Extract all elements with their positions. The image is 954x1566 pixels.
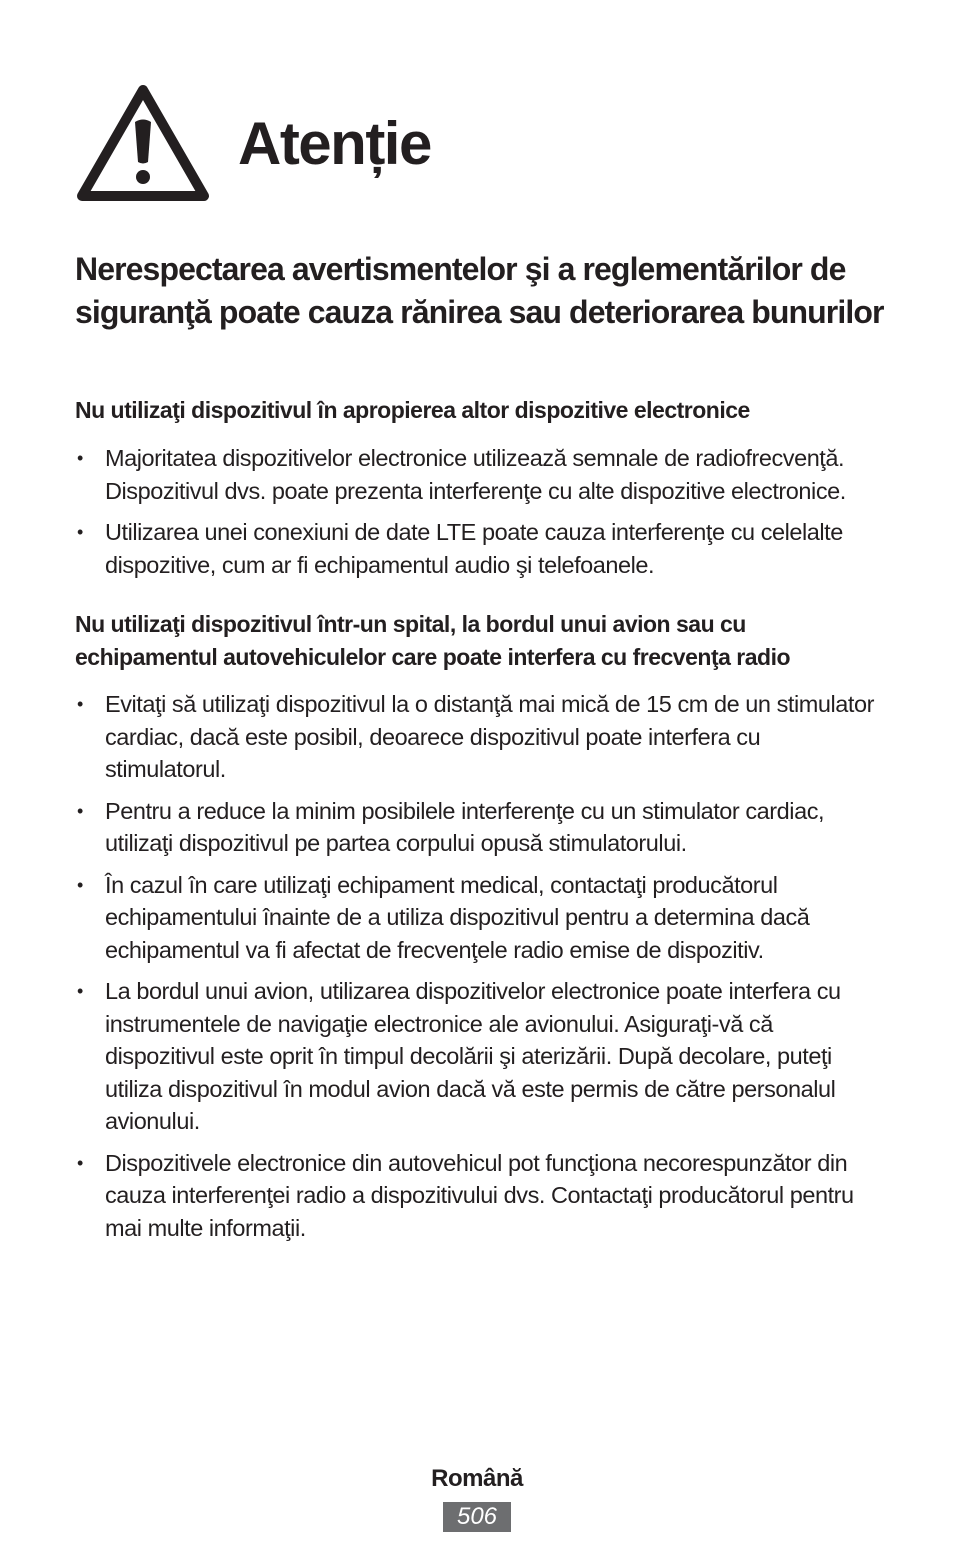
bullet-icon: • <box>77 981 83 1001</box>
main-heading: Nerespectarea avertismentelor şi a reglementărilor de siguranţă poate cauza rănirea sau deteriorarea bunurilor <box>75 251 884 330</box>
list-item-text: Dispozitivele electronice din autovehicul pot funcţiona necorespunzător din cauza interferenţei radio a dispozitivului dvs. Contactaţi producătorul pentru mai multe informaţii. <box>105 1149 854 1241</box>
section-heading: Nu utilizaţi dispozitivul într-un spital, la bordul unui avion sau cu echipamentul autovehiculelor care poate interfera cu frecvenţa radio <box>75 611 791 670</box>
page-title: Atenție <box>238 110 431 177</box>
list-item-text: În cazul în care utilizaţi echipament medical, contactaţi producătorul echipamentului înainte de a utiliza dispozitivul pentru a determina dacă echipamentul va fi afectat de frecvenţele radio emise de dispozitiv. <box>105 871 810 963</box>
list-item-text: Pentru a reduce la minim posibilele interferenţe cu un stimulator cardiac, utilizaţi dispozitivul pe partea corpului opusă stimulatorului. <box>105 797 825 856</box>
list-item-text: La bordul unui avion, utilizarea dispozitivelor electronice poate interfera cu instrumentele de navigaţie electronice ale avionului. Asiguraţi-vă că dispozitivul este oprit în timpul decolării şi aterizării. După decolare, puteţi utiliza dispozitivul în modul avion dacă vă este permis de către personalul avionului. <box>105 978 841 1134</box>
section-heading: Nu utilizaţi dispozitivul în apropierea altor dispozitive electronice <box>75 397 750 423</box>
bullet-icon: • <box>77 800 83 821</box>
page-footer <box>0 1462 954 1532</box>
bullet-icon: • <box>77 1152 83 1173</box>
warning-triangle-icon <box>74 80 212 204</box>
list-item-text: Evitaţi să utilizaţi dispozitivul la o distanţă mai mică de 15 cm de un stimulator cardiac, dacă este posibil, deoarece dispozitivul poate interfera cu stimulatorul. <box>105 691 874 782</box>
bullet-list <box>75 688 885 1244</box>
bullet-icon: • <box>77 874 83 895</box>
list-item <box>75 442 885 507</box>
list-item <box>75 869 885 967</box>
list-item <box>75 795 885 860</box>
page-number: 506 <box>443 1502 511 1532</box>
content <box>75 394 885 1253</box>
bullet-icon: • <box>77 694 83 714</box>
list-item-text: Majoritatea dispozitivelor electronice utilizează semnale de radiofrecvenţă. Dispozitivul dvs. poate prezenta interferenţe cu alte dispozitive electronice. <box>105 445 846 504</box>
bullet-icon: • <box>77 522 83 542</box>
bullet-icon: • <box>77 448 83 468</box>
list-item-text: Utilizarea unei conexiuni de date LTE poate cauza interferenţe cu celelalte dispozitive, cum ar fi echipamentul audio şi telefoanele. <box>105 519 843 578</box>
language-label: Română <box>431 1465 523 1492</box>
list-item <box>75 975 885 1138</box>
list-item <box>75 688 885 786</box>
list-item <box>75 516 885 581</box>
page-header <box>74 80 894 204</box>
bullet-list <box>75 442 885 581</box>
list-item <box>75 1147 885 1245</box>
